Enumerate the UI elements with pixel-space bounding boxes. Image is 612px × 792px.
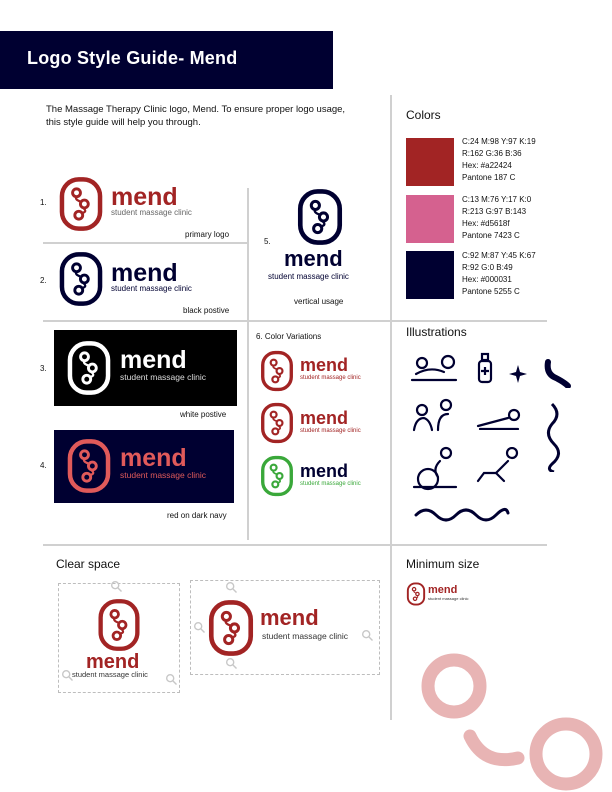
variant-5-caption: vertical usage	[294, 297, 344, 306]
logo-wordmark: mend	[111, 183, 178, 211]
color-spec-line: R:92 G:0 B:49	[462, 263, 513, 272]
logo-wordmark: mend	[120, 444, 187, 472]
color-spec-line: C:13 M:76 Y:17 K:0	[462, 195, 532, 204]
divider-vertical-main	[390, 95, 392, 720]
decorative-rings	[418, 650, 612, 792]
logo-tagline: student massage clinic	[300, 481, 361, 487]
spine-wave-icon	[542, 402, 566, 472]
logo-tagline: student massage clinic	[111, 284, 192, 293]
oil-bottle-icon	[476, 352, 494, 384]
colors-title: Colors	[406, 108, 441, 122]
logo-wordmark: mend	[428, 584, 458, 596]
clear-space-marker-icon	[194, 622, 208, 636]
mend-logo-mark	[260, 402, 294, 444]
logo-tagline: student massage clinic	[300, 375, 361, 381]
mend-logo-mark	[58, 176, 104, 232]
color-spec-line: C:24 M:98 Y:97 K:19	[462, 137, 536, 146]
logo-tagline: student massage clinic	[268, 272, 349, 281]
logo-tagline: student massage clinic	[120, 470, 206, 480]
color-swatch-red	[406, 138, 454, 186]
variant-1-caption: primary logo	[185, 230, 230, 239]
variant-4-caption: red on dark navy	[167, 511, 227, 520]
mend-logo-mark	[260, 455, 294, 497]
color-spec-line: Pantone 5255 C	[462, 287, 520, 296]
variant-4-number: 4.	[40, 461, 47, 470]
mend-logo-mark	[406, 582, 426, 606]
wave-line-icon	[414, 503, 510, 523]
logo-tagline: student massage clinic	[428, 596, 469, 601]
divider-row-2	[43, 320, 547, 322]
color-spec-line: Hex: #d5618f	[462, 219, 510, 228]
mend-logo-mark	[260, 350, 294, 392]
logo-wordmark: mend	[284, 246, 343, 271]
color-swatch-pink	[406, 195, 454, 243]
logo-tagline: student massage clinic	[262, 631, 348, 641]
logo-tagline: student massage clinic	[120, 372, 206, 382]
illustrations-title: Illustrations	[406, 325, 467, 339]
color-spec-line: Hex: #000031	[462, 275, 512, 284]
mend-logo-mark	[207, 599, 255, 657]
divider-vertical-logos	[247, 188, 249, 540]
stone-icon	[542, 356, 572, 388]
variant-3-number: 3.	[40, 364, 47, 373]
minimum-size-title: Minimum size	[406, 557, 480, 571]
logo-tagline: student massage clinic	[111, 208, 192, 217]
color-spec-line: R:213 G:97 B:143	[462, 207, 527, 216]
divider-row-3	[43, 544, 547, 546]
back-massage-icon	[410, 445, 458, 491]
logo-wordmark: mend	[300, 355, 349, 375]
mend-logo-mark	[296, 188, 344, 246]
reclining-person-icon	[474, 447, 520, 485]
logo-wordmark: mend	[300, 461, 349, 481]
variant-1-number: 1.	[40, 198, 47, 207]
intro-text: The Massage Therapy Clinic logo, Mend. To ensure proper logo usage, this style guide will help you through.	[46, 104, 346, 128]
clear-space-title: Clear space	[56, 557, 121, 571]
variant-3-caption: white postive	[180, 410, 227, 419]
color-spec-line: Pantone 187 C	[462, 173, 516, 182]
color-spec-line: C:92 M:87 Y:45 K:67	[462, 251, 536, 260]
clear-space-marker-icon	[226, 582, 240, 596]
lying-person-icon	[474, 408, 522, 430]
mend-logo-mark	[66, 438, 112, 494]
sparkle-icon	[508, 364, 528, 384]
page-title: Logo Style Guide- Mend	[27, 48, 238, 68]
logo-wordmark: mend	[111, 259, 178, 287]
clear-space-marker-icon	[226, 658, 240, 672]
variant-2-number: 2.	[40, 276, 47, 285]
massage-table-icon	[410, 354, 458, 384]
mend-logo-mark	[58, 251, 104, 307]
clear-space-marker-icon	[362, 630, 376, 644]
logo-wordmark: mend	[300, 408, 349, 428]
logo-wordmark: mend	[120, 346, 187, 374]
logo-wordmark: mend	[86, 651, 140, 673]
color-swatch-navy	[406, 251, 454, 299]
mend-logo-mark	[97, 598, 141, 652]
logo-tagline: student massage clinic	[72, 670, 148, 679]
color-spec-line: Pantone 7423 C	[462, 231, 520, 240]
variant-5-number: 5.	[264, 237, 271, 246]
logo-tagline: student massage clinic	[300, 428, 361, 434]
variant-2-caption: black postive	[183, 306, 230, 315]
color-spec-line: R:162 G:36 B:36	[462, 149, 522, 158]
clear-space-marker-icon	[166, 674, 180, 688]
mend-logo-mark	[66, 340, 112, 396]
color-spec-line: Hex: #a22424	[462, 161, 512, 170]
clear-space-marker-icon	[111, 581, 125, 595]
color-variations-title: 6. Color Variations	[256, 332, 322, 341]
partner-massage-icon	[410, 398, 456, 432]
divider-row-1	[43, 242, 247, 244]
logo-wordmark: mend	[260, 605, 319, 630]
